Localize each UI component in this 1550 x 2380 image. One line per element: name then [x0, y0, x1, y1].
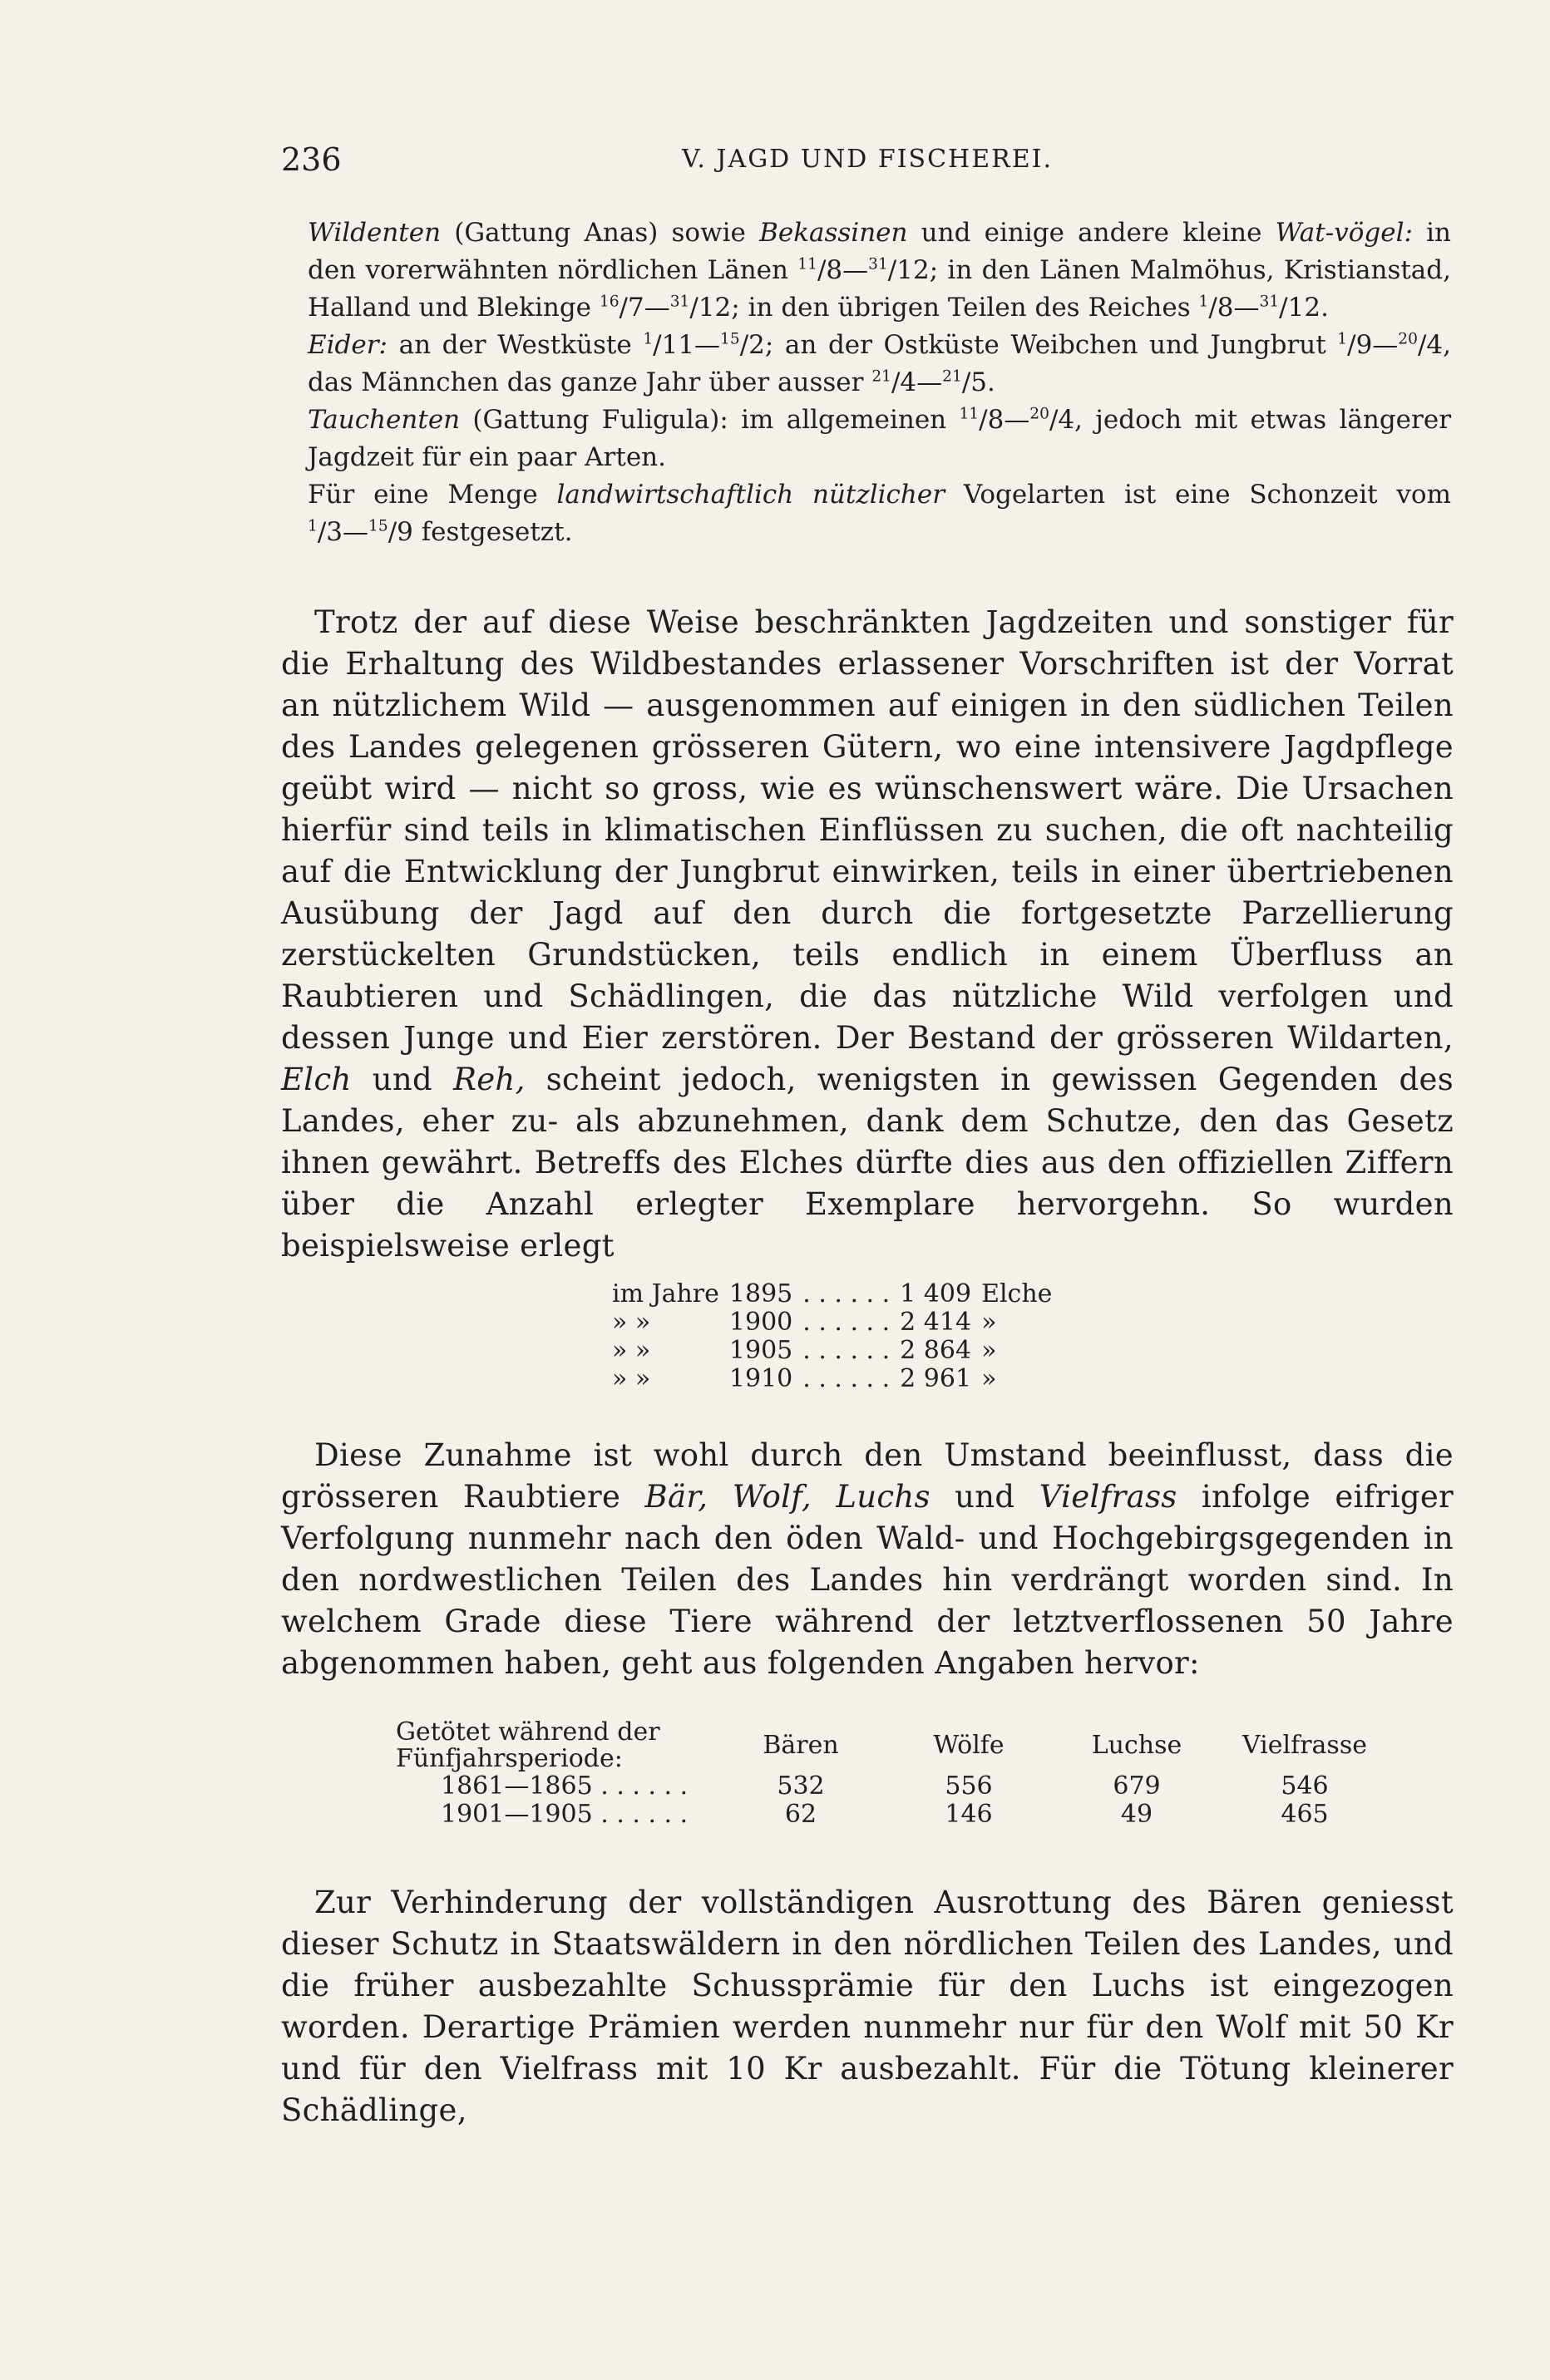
table-row — [391, 1801, 1389, 1829]
running-head: V. JAGD UND FISCHEREI. — [682, 145, 1053, 174]
fraction-den: /12 — [1279, 293, 1321, 323]
term-wildenten: Wildenten — [308, 218, 442, 248]
fraction-mid: /4— — [891, 367, 943, 397]
body-paragraph-3 — [281, 1882, 1454, 2131]
paragraph — [281, 1882, 1454, 2131]
year-cell: 1910 — [728, 1364, 793, 1393]
term-tauchenten: Tauchenten — [308, 405, 461, 435]
text: an der Westküste — [388, 330, 644, 360]
fraction-den: /4 — [1417, 330, 1444, 360]
term-landwirtschaftlich: landwirtschaftlich nützlicher — [556, 480, 945, 510]
table-row — [607, 1365, 1057, 1393]
text: , jedoch mit etwas längerer Jagdzeit für ein paar Arten. — [308, 405, 1452, 472]
text: (Gattung Fuligula): im allgemeinen — [460, 405, 960, 435]
period: 1861—1865 — [441, 1771, 593, 1801]
fraction-num: 20 — [1398, 330, 1418, 348]
fraction-den: /12 — [887, 255, 930, 285]
paragraph-tauchenten — [308, 402, 1451, 476]
term-elch: Elch — [281, 1062, 352, 1097]
fraction-mid: /8— — [1208, 293, 1260, 323]
fraction-num: 21 — [942, 367, 962, 386]
paragraph-schonzeit — [308, 476, 1451, 551]
leader-dots: . . . . . . — [600, 1771, 689, 1801]
paragraph-eider — [308, 327, 1451, 402]
fraction-mid: /8— — [817, 255, 869, 285]
text: und — [930, 1479, 1039, 1515]
unit-cell: » — [981, 1336, 997, 1365]
fraction-mid: /11— — [653, 330, 721, 360]
value-cell: 62 — [784, 1800, 817, 1829]
text: ; in den übrigen Teilen des Reiches — [731, 293, 1199, 323]
col-vielfrasse: Vielfrasse — [1242, 1731, 1367, 1760]
leader-dots: . . . . . . — [802, 1308, 891, 1337]
year-prefix: » » — [612, 1336, 651, 1365]
table-row — [607, 1280, 1057, 1308]
date-range — [797, 255, 929, 285]
fraction-num: 1 — [1337, 330, 1348, 348]
fraction-mid: /7— — [619, 293, 670, 323]
table-row — [391, 1772, 1389, 1801]
text: und — [351, 1062, 454, 1097]
fraction-den: /12 — [689, 293, 732, 323]
term-reh: Reh, — [453, 1062, 526, 1097]
count-cell: 2 414 — [900, 1308, 972, 1337]
period-cell — [391, 1772, 717, 1801]
value-cell: 465 — [1281, 1800, 1329, 1829]
term-watvoegel: Wat-vögel: — [1275, 218, 1413, 248]
fraction-mid: /3— — [317, 517, 369, 547]
leader-dots: . . . . . . — [802, 1336, 891, 1365]
term-bekassinen: Bekassinen — [759, 218, 908, 248]
year-cell: 1895 — [728, 1279, 793, 1308]
value-cell: 556 — [945, 1771, 993, 1801]
table-row — [607, 1337, 1057, 1365]
fraction-num: 20 — [1029, 405, 1049, 423]
fraction-den: /5 — [961, 367, 987, 397]
value-cell: 49 — [1120, 1800, 1153, 1829]
text: , das Männchen das ganze Jahr über ausser — [308, 330, 1451, 397]
period-label: Getötet während der Fünfjahrsperiode: — [396, 1717, 660, 1773]
fraction-num: 21 — [871, 367, 891, 386]
text: (Gattung Anas) sowie — [441, 218, 760, 248]
fraction-den: /4 — [1049, 405, 1075, 435]
date-range — [959, 405, 1074, 435]
fraction-mid: /9— — [1347, 330, 1399, 360]
leader-dots: . . . . . . — [802, 1279, 891, 1308]
body-paragraph-2 — [281, 1435, 1454, 1684]
date-range — [1198, 293, 1320, 323]
fraction-num: 11 — [797, 255, 817, 273]
year-prefix: im Jahre — [612, 1279, 719, 1308]
body-paragraph-1 — [281, 602, 1454, 1267]
year-prefix: » » — [612, 1364, 651, 1393]
col-woelfe: Wölfe — [933, 1731, 1005, 1760]
fraction-num: 16 — [599, 293, 620, 311]
text: infolge eifriger Verfolgung nunmehr nach den öden Wald- und Hochgebirgsgegenden in den nordwestlichen Teilen des Landes hin verdrängt worden sind. In welchem Grade diese Tiere während der letztverflossenen 50 Jahre abgenommen haben, geht aus folgenden Angaben hervor: — [281, 1479, 1454, 1681]
year-cell: 1900 — [728, 1308, 793, 1337]
fraction-num: 31 — [1259, 293, 1280, 311]
text: festgesetzt. — [412, 517, 573, 547]
text: Zur Verhinderung der vollständigen Ausrottung des Bären geniesst dieser Schutz in Staatswäldern in den nördlichen Teilen des Landes, und die früher ausbezahlte Schussprämie für den Luchs ist eingezogen worden. Derartige Prämien werden nunmehr nur für den Wolf mit 50 Kr und für den Vielfrass mit 10 Kr ausbezahlt. Für die Tötung kleinerer Schädlinge, — [281, 1885, 1454, 2128]
text: Vogelarten ist eine Schonzeit vom — [945, 480, 1451, 510]
predator-table — [391, 1719, 1389, 1829]
table-row — [607, 1308, 1057, 1337]
term-vielfrass: Vielfrass — [1039, 1479, 1177, 1515]
fraction-num: 15 — [368, 517, 388, 535]
leader-dots: . . . . . . — [802, 1364, 891, 1393]
unit-cell: » — [981, 1308, 997, 1337]
term-predators: Bär, Wolf, Luchs — [644, 1479, 930, 1515]
year-cell: 1905 — [728, 1336, 793, 1365]
fraction-num: 31 — [669, 293, 690, 311]
leader-dots: . . . . . . — [600, 1800, 689, 1829]
paragraph — [281, 1435, 1454, 1684]
page-header — [281, 141, 1454, 183]
text: und einige andere kleine — [907, 218, 1276, 248]
fraction-den: /2 — [739, 330, 765, 360]
fraction-den: /9 — [388, 517, 413, 547]
fraction-num: 15 — [720, 330, 740, 348]
fraction-num: 31 — [868, 255, 888, 273]
paragraph — [281, 602, 1454, 1267]
text: ; an der Ostküste Weibchen und Jungbrut — [764, 330, 1338, 360]
fraction-mid: /8— — [979, 405, 1030, 435]
col-baeren: Bären — [763, 1731, 839, 1760]
fraction-num: 1 — [643, 330, 654, 348]
elk-harvest-table — [607, 1280, 1057, 1393]
value-cell: 532 — [777, 1771, 825, 1801]
period-cell — [391, 1801, 717, 1829]
fraction-num: 1 — [1198, 293, 1209, 311]
text: . — [1320, 293, 1329, 323]
date-range — [308, 517, 413, 547]
count-cell: 2 961 — [900, 1364, 972, 1393]
date-range — [600, 293, 731, 323]
value-cell: 679 — [1113, 1771, 1161, 1801]
unit-cell: » — [981, 1364, 997, 1393]
predator-table-header — [391, 1719, 1389, 1772]
col-luchse: Luchse — [1091, 1731, 1182, 1760]
text: in den vorerwähnten nördlichen Länen — [308, 218, 1452, 285]
count-cell: 2 864 — [900, 1336, 972, 1365]
year-prefix: » » — [612, 1308, 651, 1337]
text: Diese Zunahme ist wohl durch den Umstand beeinflusst, dass die grösseren Raubtiere — [281, 1437, 1454, 1515]
text: ; in den Länen Malmöhus, Kristianstad, Halland und Blekinge — [308, 255, 1451, 323]
paragraph-wildenten — [308, 214, 1451, 327]
fraction-num: 1 — [308, 517, 318, 535]
hunting-seasons-block — [308, 214, 1451, 551]
text: scheint jedoch, wenigsten in gewissen Gegenden des Landes, eher zu- als abzunehmen, dank dem Schutze, den das Gesetz ihnen gewährt. Betreffs des Elches dürfte dies aus den offiziellen Ziffern über die Anzahl erlegter Exemplare hervorgehn. So wurden beispielsweise erlegt — [281, 1062, 1454, 1264]
term-eider: Eider: — [308, 330, 388, 360]
date-range — [643, 330, 765, 360]
text: Für eine Menge — [308, 480, 557, 510]
text: Trotz der auf diese Weise beschränkten Jagdzeiten und sonstiger für die Erhaltung des Wildbestandes erlassener Vorschriften ist der Vorrat an nützlichem Wild — ausgenommen auf einigen in den südlichen Teilen des Landes gelegenen grösseren Gütern, wo eine intensivere Jagdpflege geübt wird — nicht so gross, wie es wünschenswert wäre. Die Ursachen hierfür sind teils in klimatischen Einflüssen zu suchen, die oft nachteilig auf die Entwicklung der Jungbrut einwirken, teils in einer übertriebenen Ausübung der Jagd auf den durch die fortgesetzte Parzellierung zerstückelten Grundstücken, teils endlich in einem Überfluss an Raubtieren und Schädlingen, die das nützliche Wild verfolgen und dessen Junge und Eier zerstören. Der Bestand der grösseren Wildarten, — [281, 604, 1454, 1056]
date-range — [1337, 330, 1443, 360]
fraction-num: 11 — [959, 405, 980, 423]
unit-cell: Elche — [981, 1279, 1053, 1308]
period: 1901—1905 — [441, 1800, 593, 1829]
value-cell: 146 — [945, 1800, 993, 1829]
count-cell: 1 409 — [900, 1279, 972, 1308]
value-cell: 546 — [1281, 1771, 1329, 1801]
date-range — [871, 367, 987, 397]
text: . — [987, 367, 995, 397]
page-number: 236 — [281, 141, 342, 178]
